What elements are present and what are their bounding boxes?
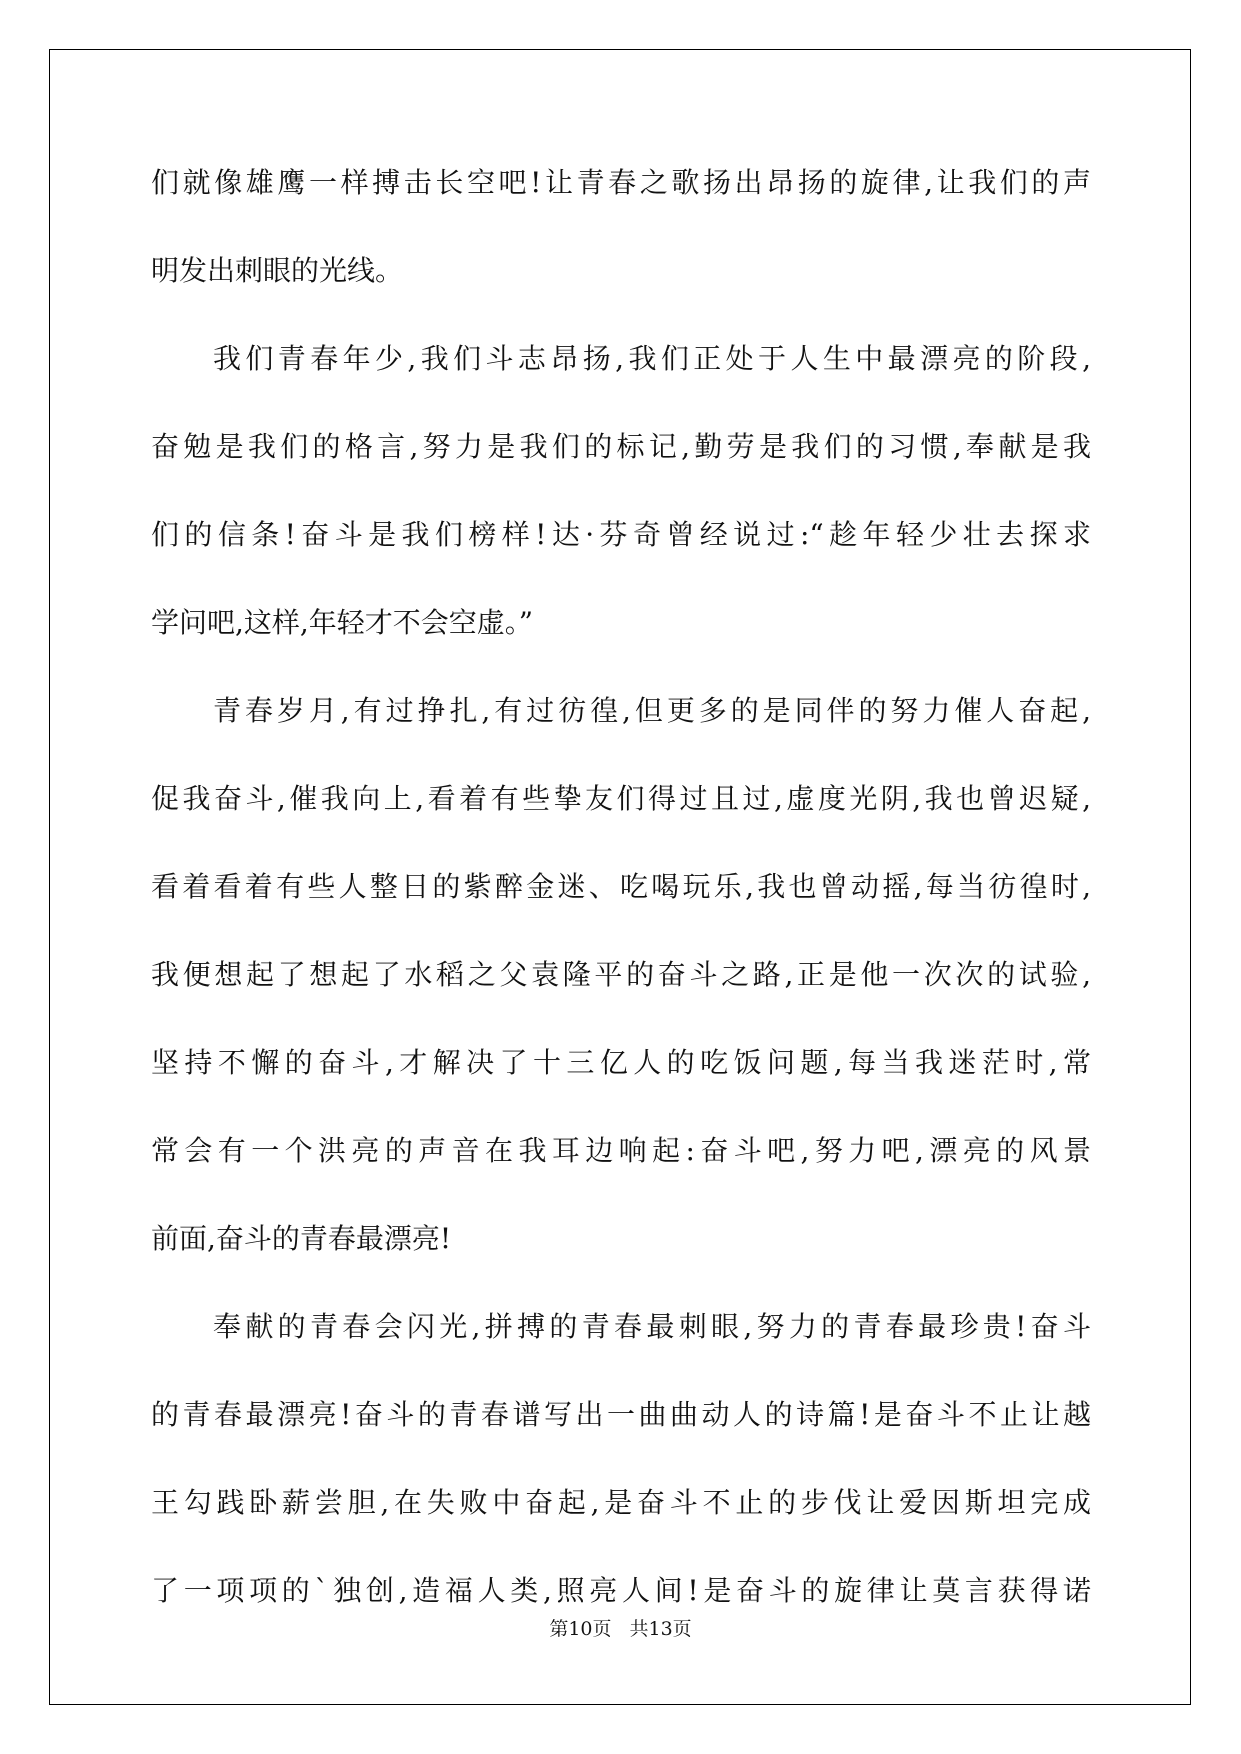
text-line: 的青春最漂亮!奋斗的青春谱写出一曲曲动人的诗篇!是奋斗不止让越	[151, 1398, 1091, 1431]
text-line: 我便想起了想起了水稻之父袁隆平的奋斗之路,正是他一次次的试验,	[151, 958, 1091, 991]
page-number-current: 第10页	[549, 1618, 612, 1640]
document-body	[151, 161, 1091, 1657]
text-line: 坚持不懈的奋斗,才解决了十三亿人的吃饭问题,每当我迷茫时,常	[151, 1046, 1091, 1079]
text-line: 促我奋斗,催我向上,看着有些挚友们得过且过,虚度光阴,我也曾迟疑,	[151, 782, 1091, 815]
text-line: 学问吧,这样,年轻才不会空虚。”	[151, 606, 534, 639]
text-line: 王勾践卧薪尝胆,在失败中奋起,是奋斗不止的步伐让爱因斯坦完成	[151, 1486, 1091, 1519]
text-line: 奋勉是我们的格言,努力是我们的标记,勤劳是我们的习惯,奉献是我	[151, 430, 1091, 463]
text-line: 了一项项的`独创,造福人类,照亮人间!是奋斗的旋律让莫言获得诺	[151, 1574, 1091, 1607]
text-line: 们的信条!奋斗是我们榜样!达·芬奇曾经说过:“趁年轻少壮去探求	[151, 518, 1091, 551]
page-number-total: 共13页	[629, 1618, 692, 1640]
page-footer	[0, 1614, 1241, 1641]
text-line: 前面,奋斗的青春最漂亮!	[151, 1222, 452, 1255]
text-line: 常会有一个洪亮的声音在我耳边响起:奋斗吧,努力吧,漂亮的风景	[151, 1134, 1091, 1167]
text-line: 青春岁月,有过挣扎,有过彷徨,但更多的是同伴的努力催人奋起,	[213, 694, 1091, 727]
text-line: 们就像雄鹰一样搏击长空吧!让青春之歌扬出昂扬的旋律,让我们的声	[151, 166, 1091, 199]
text-line: 明发出刺眼的光线。	[151, 254, 404, 287]
text-line: 奉献的青春会闪光,拼搏的青春最刺眼,努力的青春最珍贵!奋斗	[213, 1310, 1091, 1343]
text-line: 我们青春年少,我们斗志昂扬,我们正处于人生中最漂亮的阶段,	[213, 342, 1091, 375]
text-line: 看着看着有些人整日的紫醉金迷、吃喝玩乐,我也曾动摇,每当彷徨时,	[151, 870, 1091, 903]
